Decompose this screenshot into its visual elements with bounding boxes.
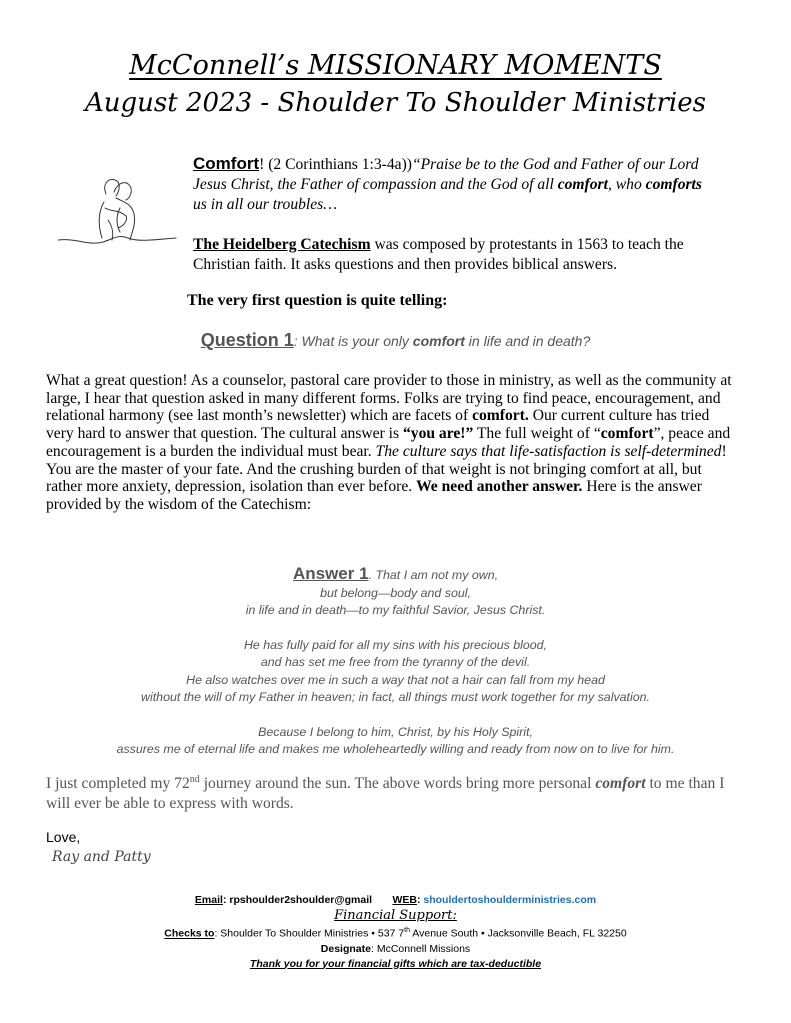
web-label: WEB <box>392 894 417 906</box>
question-label: Question 1 <box>200 330 294 350</box>
answer-line: in life and in death—to my faithful Savior, Jesus Christ. <box>245 603 546 617</box>
email-label: Email <box>194 894 223 906</box>
closing-paragraph: I just completed my 72nd journey around the sun. The above words bring more personal comfort to me than I will ever be able to express with words. <box>46 774 725 813</box>
answer-line: but belong—body and soul, <box>320 585 471 600</box>
body-paragraph: What a great question! As a counselor, pastoral care provider to those in ministry, as well as the community at large, I hear that question asked in many different forms. Folks are trying to find peace, encouragement, and relational harmony (see last month’s newsletter) which are facets of comfort. Our current culture has tried very hard to answer that question. The cultural answer is “you are!” The full weight of “comfort”, peace and encouragement is a burden the individual must bear. The culture says that life-satisfaction is self-determined! You are the master of your fate. And the crushing burden of that weight is not bringing comfort at all, but rather more anxiety, depression, isolation than ever before. We need another answer. Here is the answer provided by the wisdom of the Catechism: <box>46 372 732 513</box>
answer-1: Answer 1. That I am not my own, but belong—body and soul, in life and in death—to my faithful Savior, Jesus Christ. He has fully paid for all my sins with his precious blood, and has set me free from the tyranny of the devil. He also watches over me in such a way that not a hair can fall from my head without the will of my Father in heaven; in fact, all things must work together for my salvation. Because I belong to him, Christ, by his Holy Spirit, assures me of eternal life and makes me wholeheartedly willing and ready from now on to live for him. <box>0 565 791 759</box>
signature-names: Ray and Patty <box>52 849 151 865</box>
newsletter-subtitle: August 2023 - Shoulder To Shoulder Ministries <box>85 88 706 118</box>
answer-line: Because I belong to him, Christ, by his Holy Spirit, <box>258 724 533 739</box>
comfort-heading: Comfort <box>193 154 260 173</box>
heidelberg-title: The Heidelberg Catechism <box>193 236 371 253</box>
comfort-intro: Comfort! (2 Corinthians 1:3-4a))“Praise be to the God and Father of our Lord Jesus Christ, the Father of compassion and the God of all comfort, who comforts us in all our troubles… <box>193 154 702 213</box>
answer-label: Answer 1 <box>292 564 369 583</box>
web-link[interactable]: shouldertoshoulderministries.com <box>423 894 597 906</box>
embrace-line-art <box>58 168 178 250</box>
answer-line: That I am not my own, <box>375 568 499 582</box>
first-question-intro: The very first question is quite telling: <box>187 292 448 309</box>
heidelberg-paragraph: The Heidelberg Catechism was composed by protestants in 1563 to teach the Christian faith. It asks questions and then provides biblical answers. <box>193 236 684 273</box>
email-value: : rpshoulder2shoulder@gmail <box>222 894 373 906</box>
designate-label: Designate <box>320 942 371 955</box>
scripture-reference: (2 Corinthians 1:3-4a)) <box>268 156 412 173</box>
signoff-love: Love, <box>46 829 81 845</box>
financial-support-heading: Financial Support: <box>334 908 457 923</box>
scripture-quote: “Praise be to the God and Father of our Lord Jesus Christ, the Father of compassion and the God of all <box>193 156 699 193</box>
answer-line: He has fully paid for all my sins with his precious blood, <box>243 637 548 652</box>
answer-line: without the will of my Father in heaven; in fact, all things must work together for my salvation. <box>141 690 650 704</box>
newsletter-title: McConnell’s MISSIONARY MOMENTS <box>129 50 662 81</box>
answer-line: He also watches over me in such a way that not a hair can fall from my head <box>186 672 605 687</box>
footer: Email: rpshoulder2shoulder@gmail WEB: shouldertoshoulderministries.com Financial Support: Checks to: Shoulder To Shoulder Ministries • 537 7th Avenue South • Jacksonville Beach, FL 32250 Designate: McConnell Missions Thank you for your financial gifts which are tax-deductible <box>0 893 791 972</box>
checks-label: Checks to <box>164 927 215 940</box>
question-1: Question 1: What is your only comfort in life and in death? <box>200 330 591 350</box>
tax-deductible-note: Thank you for your financial gifts which are tax-deductible <box>249 957 542 970</box>
answer-line: and has set me free from the tyranny of the devil. <box>260 655 531 669</box>
answer-line: assures me of eternal life and makes me wholeheartedly willing and ready from now on to live for him. <box>116 742 675 756</box>
